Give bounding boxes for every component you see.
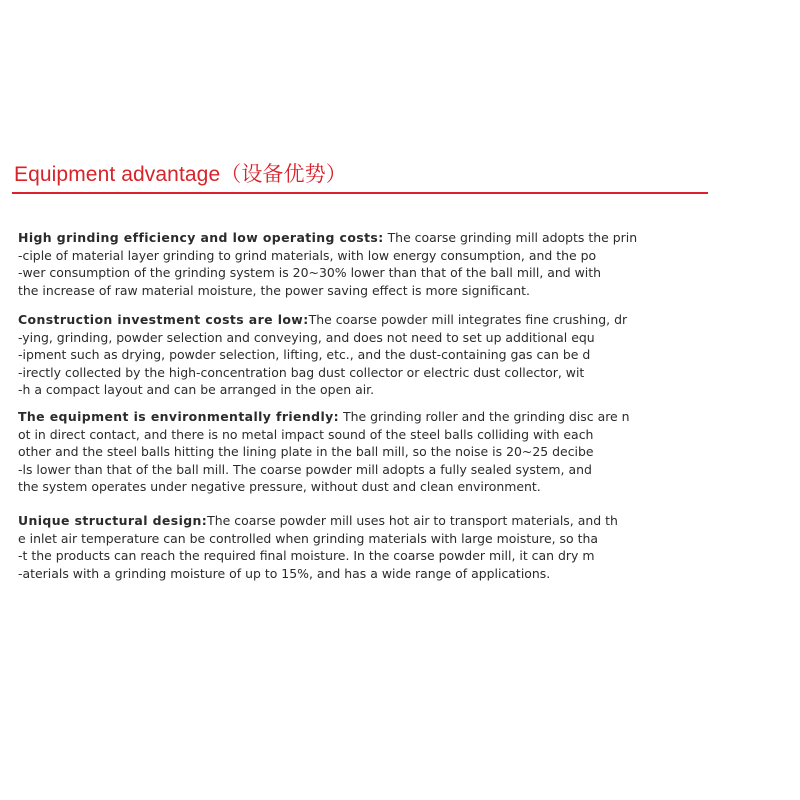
paragraph-line: -aterials with a grinding moisture of up to 15%, and has a wide range of applications. [18, 565, 551, 581]
paragraph-efficiency [18, 229, 718, 299]
paragraph-lead: The equipment is environmentally friendly: [18, 409, 340, 424]
paragraph-environment [18, 408, 718, 496]
paragraph-structure [18, 512, 718, 582]
section-heading: Equipment advantage（设备优势） [14, 163, 347, 186]
paragraph-line: the increase of raw material moisture, the power saving effect is more significant. [18, 282, 530, 298]
heading-underline [12, 192, 708, 194]
paragraph-line: e inlet air temperature can be controlled when grinding materials with large moisture, so tha [18, 530, 598, 546]
paragraph-line: -ying, grinding, powder selection and conveying, and does not need to set up additional equ [18, 329, 595, 345]
paragraph-line [18, 229, 710, 247]
paragraph-line: ot in direct contact, and there is no metal impact sound of the steel balls colliding with each [18, 426, 594, 442]
paragraph-line: other and the steel balls hitting the lining plate in the ball mill, so the noise is 20~25 decibe [18, 444, 594, 460]
paragraph-lead: Construction investment costs are low: [18, 312, 309, 327]
paragraph-line [18, 408, 710, 426]
paragraph-line: -t the products can reach the required final moisture. In the coarse powder mill, it can dry m [18, 548, 595, 564]
paragraph-line [18, 512, 710, 530]
paragraph-investment [18, 311, 718, 399]
paragraph-text: The coarse powder mill integrates fine crushing, dr [308, 312, 628, 327]
paragraph-text: The coarse grinding mill adopts the prin [383, 230, 638, 245]
paragraph-text: The coarse powder mill uses hot air to transport materials, and th [207, 513, 618, 528]
paragraph-line: -irectly collected by the high-concentration bag dust collector or electric dust collector, wit [18, 364, 585, 380]
paragraph-line: -ciple of material layer grinding to grind materials, with low energy consumption, and the po [18, 247, 597, 263]
paragraph-line: -ipment such as drying, powder selection, lifting, etc., and the dust-containing gas can be d [18, 347, 591, 363]
paragraph-line: -wer consumption of the grinding system is 20~30% lower than that of the ball mill, and with [18, 265, 602, 281]
paragraph-lead: Unique structural design: [18, 513, 208, 528]
paragraph-line: -ls lower than that of the ball mill. The coarse powder mill adopts a fully sealed system, and [18, 461, 592, 477]
paragraph-line: the system operates under negative pressure, without dust and clean environment. [18, 479, 541, 495]
paragraph-line [18, 311, 710, 329]
paragraph-line: -h a compact layout and can be arranged in the open air. [18, 382, 375, 398]
paragraph-text: The grinding roller and the grinding disc are n [339, 409, 630, 424]
paragraph-lead: High grinding efficiency and low operating costs: [18, 230, 384, 245]
